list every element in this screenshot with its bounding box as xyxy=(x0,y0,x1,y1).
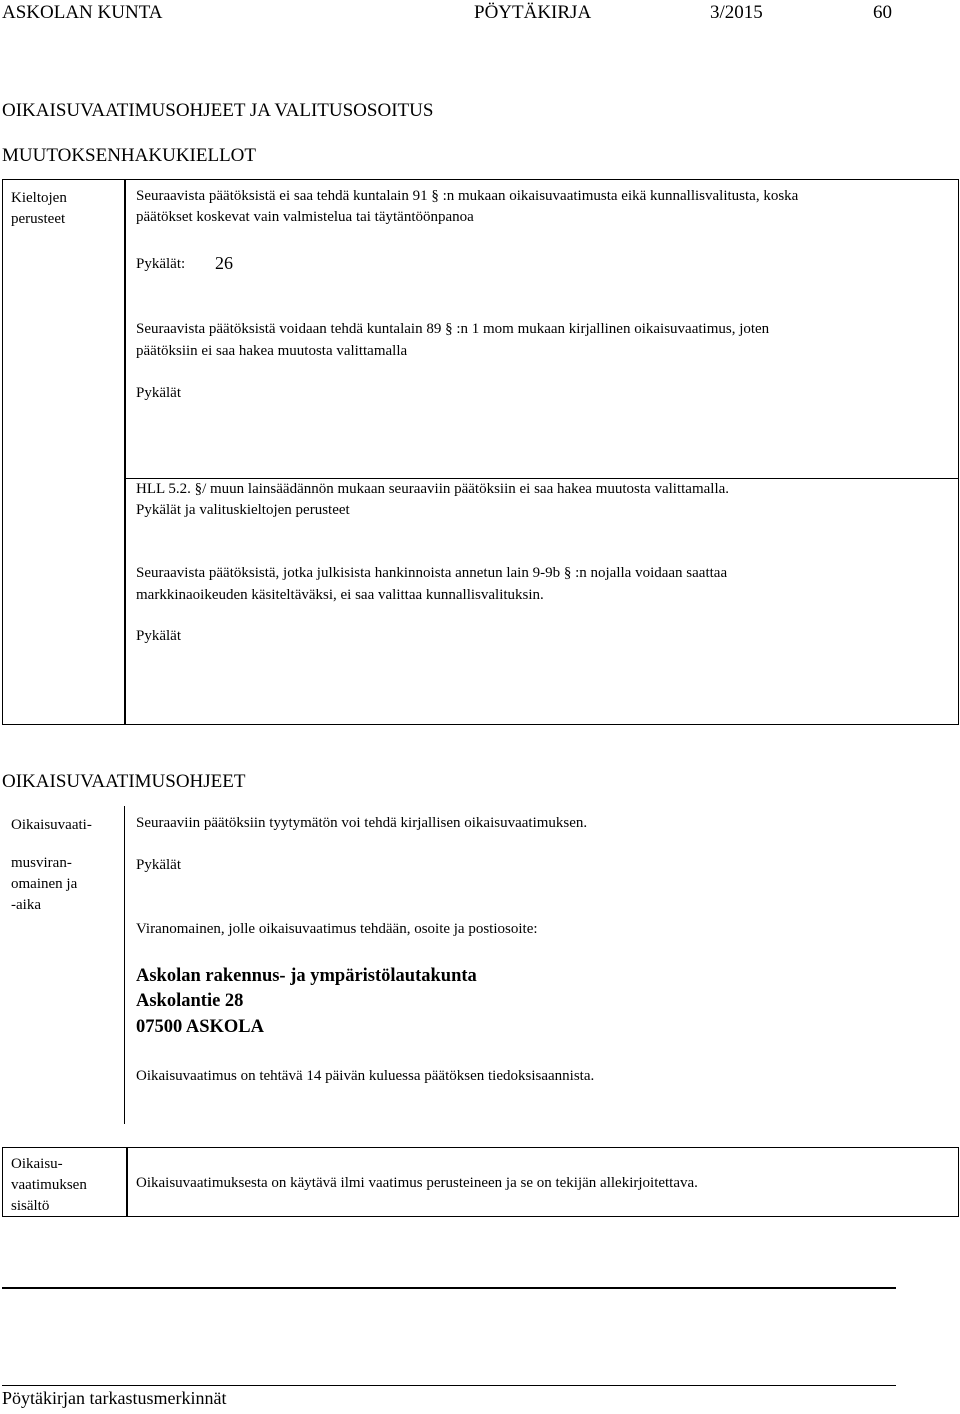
header-page-number: 60 xyxy=(873,2,892,23)
label-kieltojen: Kieltojen xyxy=(11,190,67,206)
header-number: 3/2015 xyxy=(710,2,763,23)
table-row-divider xyxy=(124,478,959,479)
pykalat-label: Pykälät: xyxy=(136,256,186,272)
header-municipality: ASKOLAN KUNTA xyxy=(2,2,163,23)
footer-label: Pöytäkirjan tarkastusmerkinnät xyxy=(2,1388,227,1408)
label-oikaisuvaati: Oikaisuvaati- xyxy=(11,817,92,833)
hll-paragraph-line2: Pykälät ja valituskieltojen perusteet xyxy=(136,502,350,518)
footer-separator-bottom xyxy=(2,1385,896,1386)
label-omainen-ja: omainen ja xyxy=(11,876,78,892)
content-column-divider xyxy=(126,1147,128,1217)
footer-separator-top xyxy=(2,1287,896,1289)
label-aika: -aika xyxy=(11,897,41,913)
label-oikaisu: Oikaisu- xyxy=(11,1156,63,1172)
section-heading-muutoksenhakukiellot: MUUTOKSENHAKUKIELLOT xyxy=(2,145,257,166)
label-vaatimuksen: vaatimuksen xyxy=(11,1177,87,1193)
label-musviran: musviran- xyxy=(11,855,72,871)
pykalat-label-2: Pykälät xyxy=(136,385,181,401)
deadline-text: Oikaisuvaatimus on tehtävä 14 päivän kuluessa päätöksen tiedoksisaannista. xyxy=(136,1068,595,1084)
table-column-divider xyxy=(124,179,126,725)
authority-name: Askolan rakennus- ja ympäristölautakunta xyxy=(136,966,477,986)
authority-intro-text: Viranomainen, jolle oikaisuvaatimus tehdään, osoite ja postiosoite: xyxy=(136,921,538,937)
procurement-paragraph-line2: markkinaoikeuden käsiteltäväksi, ei saa valittaa kunnallisvalituksin. xyxy=(136,587,544,603)
section2-column-divider xyxy=(124,806,125,1124)
pykalat-label-4: Pykälät xyxy=(136,857,181,873)
prohibition-paragraph-line1: Seuraavista päätöksistä ei saa tehdä kuntalain 91 § :n mukaan oikaisuvaatimusta eikä kunnallisvalitusta, koska xyxy=(136,188,799,204)
correction-paragraph-line1: Seuraavista päätöksistä voidaan tehdä kuntalain 89 § :n 1 mom mukaan kirjallinen oikaisuvaatimus, joten xyxy=(136,321,770,337)
document-title: OIKAISUVAATIMUSOHJEET JA VALITUSOSOITUS xyxy=(2,100,434,121)
authority-postal-address: 07500 ASKOLA xyxy=(136,1017,264,1037)
hll-paragraph-line1: HLL 5.2. §/ muun lainsäädännön mukaan seuraaviin päätöksiin ei saa hakea muutosta valittamalla. xyxy=(136,481,730,497)
section-heading-oikaisuvaatimusohjeet: OIKAISUVAATIMUSOHJEET xyxy=(2,771,246,792)
procurement-paragraph-line1: Seuraavista päätöksistä, jotka julkisista hankinnoista annetun lain 9-9b § :n nojalla voidaan saattaa xyxy=(136,565,728,581)
prohibition-paragraph-line2: päätökset koskevat vain valmistelua tai täytäntöönpanoa xyxy=(136,209,474,225)
header-doc-type: PÖYTÄKIRJA xyxy=(474,2,592,23)
pykalat-value: 26 xyxy=(215,253,233,273)
authority-street-address: Askolantie 28 xyxy=(136,991,244,1011)
content-requirement-text: Oikaisuvaatimuksesta on käytävä ilmi vaatimus perusteineen ja se on tekijän allekirjoitettava. xyxy=(136,1175,698,1191)
pykalat-label-3: Pykälät xyxy=(136,628,181,644)
correction-paragraph-line2: päätöksiin ei saa hakea muutosta valittamalla xyxy=(136,343,408,359)
label-sisalto: sisältö xyxy=(11,1198,50,1214)
label-perusteet: perusteet xyxy=(11,211,66,227)
correction-intro-text: Seuraaviin päätöksiin tyytymätön voi tehdä kirjallisen oikaisuvaatimuksen. xyxy=(136,815,588,831)
